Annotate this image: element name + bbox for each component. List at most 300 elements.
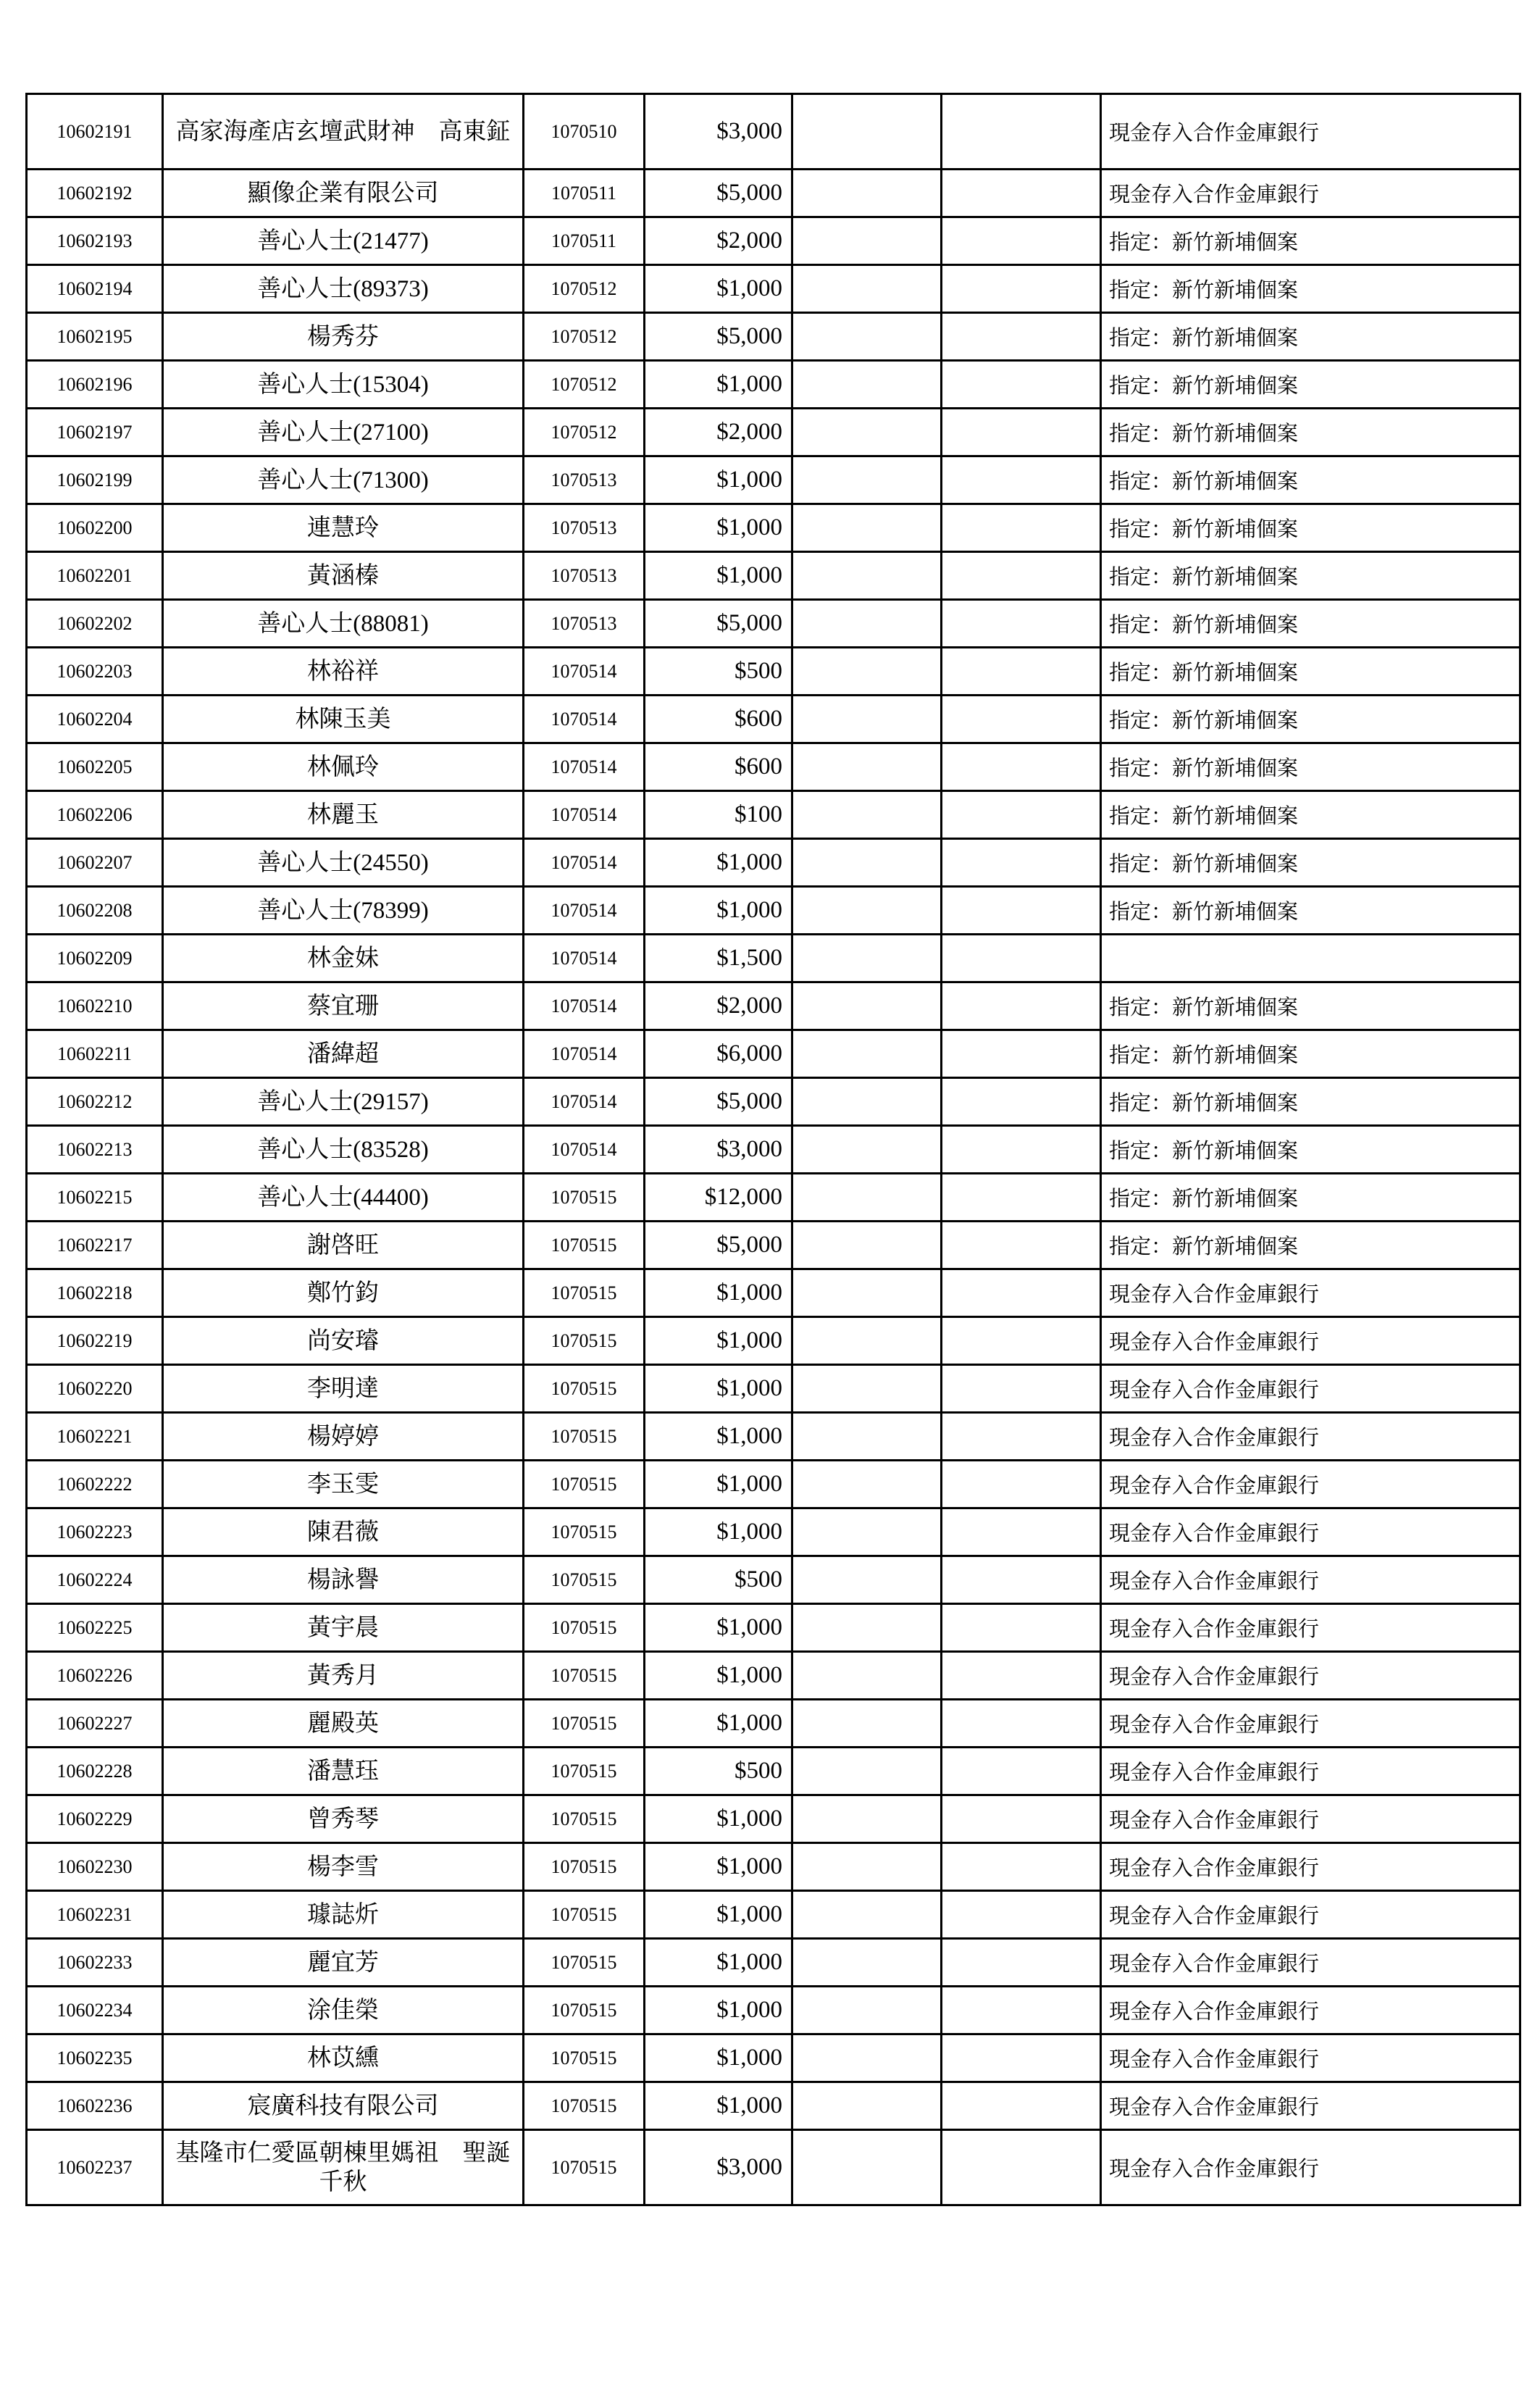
donation-date-cell: 1070515: [524, 1317, 645, 1365]
receipt-id-cell: 10602230: [27, 1843, 163, 1891]
donor-name-cell: 蔡宜珊: [163, 982, 524, 1030]
receipt-id-cell: 10602226: [27, 1652, 163, 1700]
remark-cell: 指定：新竹新埔個案: [1101, 1126, 1520, 1174]
donor-name-cell: 林陳玉美: [163, 696, 524, 743]
table-row: [27, 600, 1520, 648]
donor-name-cell: 林金妹: [163, 935, 524, 982]
amount-cell: $1,000: [645, 1843, 792, 1891]
receipt-id-cell: 10602192: [27, 170, 163, 217]
amount-cell: $5,000: [645, 170, 792, 217]
blank-cell: [942, 409, 1101, 456]
donation-date-cell: 1070514: [524, 935, 645, 982]
table-row: [27, 1222, 1520, 1269]
remark-cell: 現金存入合作金庫銀行: [1101, 1508, 1520, 1556]
table-row: [27, 1652, 1520, 1700]
table-row: [27, 743, 1520, 791]
remark-cell: 指定：新竹新埔個案: [1101, 1222, 1520, 1269]
receipt-id-cell: 10602213: [27, 1126, 163, 1174]
amount-cell: $600: [645, 743, 792, 791]
blank-cell: [792, 1174, 942, 1222]
amount-cell: $2,000: [645, 982, 792, 1030]
amount-cell: $1,000: [645, 1795, 792, 1843]
donor-name-cell: 善心人士(27100): [163, 409, 524, 456]
donation-date-cell: 1070515: [524, 1556, 645, 1604]
table-row: [27, 887, 1520, 935]
donation-date-cell: 1070515: [524, 1174, 645, 1222]
blank-cell: [942, 1795, 1101, 1843]
donor-name-cell: 麗殿英: [163, 1700, 524, 1748]
table-row: [27, 1078, 1520, 1126]
blank-cell: [942, 361, 1101, 409]
amount-cell: $500: [645, 1556, 792, 1604]
table-row: [27, 1030, 1520, 1078]
amount-cell: $1,000: [645, 504, 792, 552]
receipt-id-cell: 10602206: [27, 791, 163, 839]
donation-date-cell: 1070515: [524, 1461, 645, 1508]
donor-name-cell: 黃涵榛: [163, 552, 524, 600]
blank-cell: [942, 1604, 1101, 1652]
donation-date-cell: 1070515: [524, 1413, 645, 1461]
donor-name-cell: 陳君薇: [163, 1508, 524, 1556]
receipt-id-cell: 10602229: [27, 1795, 163, 1843]
blank-cell: [792, 648, 942, 696]
donation-date-cell: 1070514: [524, 1030, 645, 1078]
amount-cell: $6,000: [645, 1030, 792, 1078]
receipt-id-cell: 10602202: [27, 600, 163, 648]
remark-cell: 現金存入合作金庫銀行: [1101, 1748, 1520, 1795]
blank-cell: [792, 2130, 942, 2205]
blank-cell: [792, 552, 942, 600]
blank-cell: [942, 1700, 1101, 1748]
table-row: [27, 1795, 1520, 1843]
donor-name-cell: 黃宇晨: [163, 1604, 524, 1652]
blank-cell: [942, 1939, 1101, 1987]
receipt-id-cell: 10602218: [27, 1269, 163, 1317]
table-row: [27, 935, 1520, 982]
receipt-id-cell: 10602203: [27, 648, 163, 696]
donation-date-cell: 1070515: [524, 1652, 645, 1700]
blank-cell: [942, 791, 1101, 839]
blank-cell: [942, 265, 1101, 313]
donation-date-cell: 1070515: [524, 1939, 645, 1987]
donor-name-cell: 李玉雯: [163, 1461, 524, 1508]
donor-name-cell: 善心人士(89373): [163, 265, 524, 313]
blank-cell: [942, 1556, 1101, 1604]
blank-cell: [942, 170, 1101, 217]
receipt-id-cell: 10602199: [27, 456, 163, 504]
receipt-id-cell: 10602201: [27, 552, 163, 600]
receipt-id-cell: 10602191: [27, 94, 163, 170]
table-row: [27, 1556, 1520, 1604]
remark-cell: 現金存入合作金庫銀行: [1101, 1317, 1520, 1365]
amount-cell: $500: [645, 648, 792, 696]
table-row: [27, 1604, 1520, 1652]
remark-cell: [1101, 935, 1520, 982]
remark-cell: 指定：新竹新埔個案: [1101, 982, 1520, 1030]
blank-cell: [942, 1126, 1101, 1174]
receipt-id-cell: 10602196: [27, 361, 163, 409]
amount-cell: $1,000: [645, 456, 792, 504]
blank-cell: [792, 1652, 942, 1700]
donor-name-cell: 善心人士(71300): [163, 456, 524, 504]
receipt-id-cell: 10602221: [27, 1413, 163, 1461]
donor-name-cell: 楊李雪: [163, 1843, 524, 1891]
donor-name-cell: 宸廣科技有限公司: [163, 2082, 524, 2130]
blank-cell: [942, 504, 1101, 552]
donor-name-cell: 潘慧珏: [163, 1748, 524, 1795]
donation-date-cell: 1070512: [524, 361, 645, 409]
remark-cell: 指定：新竹新埔個案: [1101, 1174, 1520, 1222]
amount-cell: $1,000: [645, 1604, 792, 1652]
table-row: [27, 2034, 1520, 2082]
blank-cell: [942, 313, 1101, 361]
remark-cell: 現金存入合作金庫銀行: [1101, 1700, 1520, 1748]
blank-cell: [942, 1461, 1101, 1508]
receipt-id-cell: 10602200: [27, 504, 163, 552]
remark-cell: 現金存入合作金庫銀行: [1101, 1556, 1520, 1604]
table-row: [27, 1174, 1520, 1222]
receipt-id-cell: 10602225: [27, 1604, 163, 1652]
blank-cell: [942, 1365, 1101, 1413]
blank-cell: [792, 456, 942, 504]
receipt-id-cell: 10602223: [27, 1508, 163, 1556]
donation-date-cell: 1070513: [524, 504, 645, 552]
receipt-id-cell: 10602207: [27, 839, 163, 887]
table-row: [27, 1126, 1520, 1174]
blank-cell: [942, 839, 1101, 887]
receipt-id-cell: 10602205: [27, 743, 163, 791]
donor-name-cell: 善心人士(21477): [163, 217, 524, 265]
blank-cell: [942, 217, 1101, 265]
remark-cell: 現金存入合作金庫銀行: [1101, 1939, 1520, 1987]
amount-cell: $1,000: [645, 2082, 792, 2130]
donor-name-cell: 顯像企業有限公司: [163, 170, 524, 217]
remark-cell: 現金存入合作金庫銀行: [1101, 170, 1520, 217]
amount-cell: $2,000: [645, 409, 792, 456]
amount-cell: $3,000: [645, 94, 792, 170]
receipt-id-cell: 10602236: [27, 2082, 163, 2130]
table-row: [27, 1317, 1520, 1365]
blank-cell: [792, 1317, 942, 1365]
receipt-id-cell: 10602204: [27, 696, 163, 743]
remark-cell: 指定：新竹新埔個案: [1101, 456, 1520, 504]
donation-date-cell: 1070514: [524, 887, 645, 935]
blank-cell: [792, 1843, 942, 1891]
blank-cell: [792, 1939, 942, 1987]
blank-cell: [792, 935, 942, 982]
amount-cell: $1,000: [645, 552, 792, 600]
blank-cell: [792, 1891, 942, 1939]
donor-name-cell: 林裕祥: [163, 648, 524, 696]
amount-cell: $1,000: [645, 887, 792, 935]
remark-cell: 指定：新竹新埔個案: [1101, 839, 1520, 887]
blank-cell: [792, 1508, 942, 1556]
receipt-id-cell: 10602194: [27, 265, 163, 313]
receipt-id-cell: 10602237: [27, 2130, 163, 2205]
donor-name-cell: 尚安璿: [163, 1317, 524, 1365]
remark-cell: 指定：新竹新埔個案: [1101, 1078, 1520, 1126]
blank-cell: [942, 1843, 1101, 1891]
donation-date-cell: 1070515: [524, 2082, 645, 2130]
donation-date-cell: 1070511: [524, 217, 645, 265]
donor-name-cell: 林麗玉: [163, 791, 524, 839]
blank-cell: [942, 982, 1101, 1030]
amount-cell: $5,000: [645, 600, 792, 648]
blank-cell: [942, 552, 1101, 600]
remark-cell: 指定：新竹新埔個案: [1101, 361, 1520, 409]
donation-date-cell: 1070515: [524, 2130, 645, 2205]
receipt-id-cell: 10602233: [27, 1939, 163, 1987]
blank-cell: [942, 1174, 1101, 1222]
donor-name-cell: 連慧玲: [163, 504, 524, 552]
donation-date-cell: 1070515: [524, 2034, 645, 2082]
blank-cell: [942, 456, 1101, 504]
donation-date-cell: 1070515: [524, 1508, 645, 1556]
receipt-id-cell: 10602211: [27, 1030, 163, 1078]
amount-cell: $1,000: [645, 839, 792, 887]
blank-cell: [792, 743, 942, 791]
donor-name-cell: 善心人士(15304): [163, 361, 524, 409]
donation-date-cell: 1070514: [524, 743, 645, 791]
donation-date-cell: 1070514: [524, 648, 645, 696]
amount-cell: $5,000: [645, 1078, 792, 1126]
donation-date-cell: 1070515: [524, 1987, 645, 2034]
donor-name-cell: 黃秀月: [163, 1652, 524, 1700]
table-row: [27, 1939, 1520, 1987]
blank-cell: [792, 791, 942, 839]
remark-cell: 現金存入合作金庫銀行: [1101, 94, 1520, 170]
amount-cell: $600: [645, 696, 792, 743]
blank-cell: [792, 696, 942, 743]
receipt-id-cell: 10602209: [27, 935, 163, 982]
blank-cell: [792, 1700, 942, 1748]
remark-cell: 指定：新竹新埔個案: [1101, 409, 1520, 456]
remark-cell: 現金存入合作金庫銀行: [1101, 1269, 1520, 1317]
blank-cell: [942, 1222, 1101, 1269]
amount-cell: $1,000: [645, 1461, 792, 1508]
blank-cell: [942, 935, 1101, 982]
remark-cell: 指定：新竹新埔個案: [1101, 600, 1520, 648]
table-row: [27, 2082, 1520, 2130]
blank-cell: [942, 743, 1101, 791]
donation-ledger-table: [25, 93, 1521, 2206]
donor-name-cell: 林苡纁: [163, 2034, 524, 2082]
remark-cell: 指定：新竹新埔個案: [1101, 265, 1520, 313]
donor-name-cell: 善心人士(88081): [163, 600, 524, 648]
donor-name-cell: 楊婷婷: [163, 1413, 524, 1461]
table-row: [27, 552, 1520, 600]
donation-date-cell: 1070511: [524, 170, 645, 217]
receipt-id-cell: 10602228: [27, 1748, 163, 1795]
blank-cell: [792, 265, 942, 313]
blank-cell: [942, 1269, 1101, 1317]
amount-cell: $1,000: [645, 1652, 792, 1700]
remark-cell: 指定：新竹新埔個案: [1101, 1030, 1520, 1078]
blank-cell: [942, 2130, 1101, 2205]
receipt-id-cell: 10602235: [27, 2034, 163, 2082]
blank-cell: [942, 1508, 1101, 1556]
table-row: [27, 409, 1520, 456]
donor-name-cell: 善心人士(29157): [163, 1078, 524, 1126]
amount-cell: $100: [645, 791, 792, 839]
donation-date-cell: 1070512: [524, 313, 645, 361]
table-row: [27, 1269, 1520, 1317]
remark-cell: 指定：新竹新埔個案: [1101, 648, 1520, 696]
blank-cell: [942, 1317, 1101, 1365]
blank-cell: [792, 982, 942, 1030]
table-row: [27, 1700, 1520, 1748]
blank-cell: [942, 1987, 1101, 2034]
donor-name-cell: 涂佳榮: [163, 1987, 524, 2034]
donation-date-cell: 1070514: [524, 1126, 645, 1174]
table-row: [27, 1748, 1520, 1795]
donor-name-cell: 楊詠譽: [163, 1556, 524, 1604]
blank-cell: [942, 1891, 1101, 1939]
table-row: [27, 1843, 1520, 1891]
table-row: [27, 1365, 1520, 1413]
amount-cell: $1,000: [645, 265, 792, 313]
table-row: [27, 94, 1520, 170]
blank-cell: [792, 1413, 942, 1461]
blank-cell: [942, 1652, 1101, 1700]
donor-name-cell: 曾秀琴: [163, 1795, 524, 1843]
table-row: [27, 2130, 1520, 2205]
remark-cell: 指定：新竹新埔個案: [1101, 743, 1520, 791]
donation-date-cell: 1070515: [524, 1700, 645, 1748]
remark-cell: 指定：新竹新埔個案: [1101, 887, 1520, 935]
remark-cell: 現金存入合作金庫銀行: [1101, 1795, 1520, 1843]
donor-name-cell: 善心人士(78399): [163, 887, 524, 935]
donation-date-cell: 1070513: [524, 552, 645, 600]
table-row: [27, 456, 1520, 504]
remark-cell: 現金存入合作金庫銀行: [1101, 1891, 1520, 1939]
receipt-id-cell: 10602215: [27, 1174, 163, 1222]
table-row: [27, 1891, 1520, 1939]
amount-cell: $500: [645, 1748, 792, 1795]
amount-cell: $3,000: [645, 2130, 792, 2205]
amount-cell: $1,000: [645, 1413, 792, 1461]
blank-cell: [942, 1748, 1101, 1795]
receipt-id-cell: 10602234: [27, 1987, 163, 2034]
table-row: [27, 361, 1520, 409]
amount-cell: $1,000: [645, 1508, 792, 1556]
remark-cell: 現金存入合作金庫銀行: [1101, 2130, 1520, 2205]
blank-cell: [942, 2082, 1101, 2130]
blank-cell: [792, 1030, 942, 1078]
table-row: [27, 982, 1520, 1030]
receipt-id-cell: 10602212: [27, 1078, 163, 1126]
blank-cell: [792, 839, 942, 887]
remark-cell: 現金存入合作金庫銀行: [1101, 1413, 1520, 1461]
donor-name-cell: 善心人士(83528): [163, 1126, 524, 1174]
donor-name-cell: 林佩玲: [163, 743, 524, 791]
table-row: [27, 1413, 1520, 1461]
remark-cell: 指定：新竹新埔個案: [1101, 696, 1520, 743]
donor-name-cell: 李明達: [163, 1365, 524, 1413]
donation-date-cell: 1070513: [524, 456, 645, 504]
amount-cell: $5,000: [645, 313, 792, 361]
table-row: [27, 791, 1520, 839]
donor-name-cell: 璩誌炘: [163, 1891, 524, 1939]
blank-cell: [942, 2034, 1101, 2082]
donor-name-cell: 潘緯超: [163, 1030, 524, 1078]
blank-cell: [792, 1748, 942, 1795]
remark-cell: 現金存入合作金庫銀行: [1101, 2034, 1520, 2082]
donor-name-cell: 高家海產店玄壇武財神 高東鉦: [163, 94, 524, 170]
blank-cell: [792, 1222, 942, 1269]
blank-cell: [792, 1987, 942, 2034]
amount-cell: $1,000: [645, 1269, 792, 1317]
receipt-id-cell: 10602224: [27, 1556, 163, 1604]
donation-date-cell: 1070515: [524, 1891, 645, 1939]
blank-cell: [942, 600, 1101, 648]
donation-date-cell: 1070514: [524, 696, 645, 743]
remark-cell: 指定：新竹新埔個案: [1101, 217, 1520, 265]
amount-cell: $1,000: [645, 361, 792, 409]
blank-cell: [792, 887, 942, 935]
remark-cell: 指定：新竹新埔個案: [1101, 552, 1520, 600]
blank-cell: [792, 1461, 942, 1508]
table-row: [27, 839, 1520, 887]
remark-cell: 指定：新竹新埔個案: [1101, 791, 1520, 839]
blank-cell: [792, 409, 942, 456]
donation-date-cell: 1070510: [524, 94, 645, 170]
blank-cell: [792, 1795, 942, 1843]
receipt-id-cell: 10602231: [27, 1891, 163, 1939]
amount-cell: $1,000: [645, 1987, 792, 2034]
table-row: [27, 1461, 1520, 1508]
table-row: [27, 217, 1520, 265]
amount-cell: $1,000: [645, 2034, 792, 2082]
remark-cell: 現金存入合作金庫銀行: [1101, 1365, 1520, 1413]
donation-date-cell: 1070515: [524, 1795, 645, 1843]
donation-date-cell: 1070515: [524, 1269, 645, 1317]
remark-cell: 現金存入合作金庫銀行: [1101, 1843, 1520, 1891]
amount-cell: $2,000: [645, 217, 792, 265]
blank-cell: [942, 1030, 1101, 1078]
remark-cell: 指定：新竹新埔個案: [1101, 313, 1520, 361]
receipt-id-cell: 10602222: [27, 1461, 163, 1508]
receipt-id-cell: 10602217: [27, 1222, 163, 1269]
blank-cell: [792, 361, 942, 409]
donation-date-cell: 1070512: [524, 265, 645, 313]
table-row: [27, 696, 1520, 743]
blank-cell: [792, 2082, 942, 2130]
receipt-id-cell: 10602197: [27, 409, 163, 456]
blank-cell: [792, 94, 942, 170]
blank-cell: [792, 1078, 942, 1126]
donation-date-cell: 1070514: [524, 982, 645, 1030]
remark-cell: 現金存入合作金庫銀行: [1101, 2082, 1520, 2130]
donor-name-cell: 楊秀芬: [163, 313, 524, 361]
donor-name-cell: 善心人士(24550): [163, 839, 524, 887]
donor-name-cell: 基隆市仁愛區朝棟里媽祖 聖誕千秋: [163, 2130, 524, 2205]
receipt-id-cell: 10602220: [27, 1365, 163, 1413]
blank-cell: [942, 648, 1101, 696]
remark-cell: 指定：新竹新埔個案: [1101, 504, 1520, 552]
blank-cell: [792, 504, 942, 552]
donation-date-cell: 1070515: [524, 1748, 645, 1795]
donor-name-cell: 鄭竹鈞: [163, 1269, 524, 1317]
table-row: [27, 265, 1520, 313]
blank-cell: [942, 94, 1101, 170]
table-row: [27, 313, 1520, 361]
table-row: [27, 648, 1520, 696]
donation-date-cell: 1070513: [524, 600, 645, 648]
amount-cell: $1,000: [645, 1891, 792, 1939]
donation-date-cell: 1070515: [524, 1365, 645, 1413]
donor-name-cell: 謝啓旺: [163, 1222, 524, 1269]
